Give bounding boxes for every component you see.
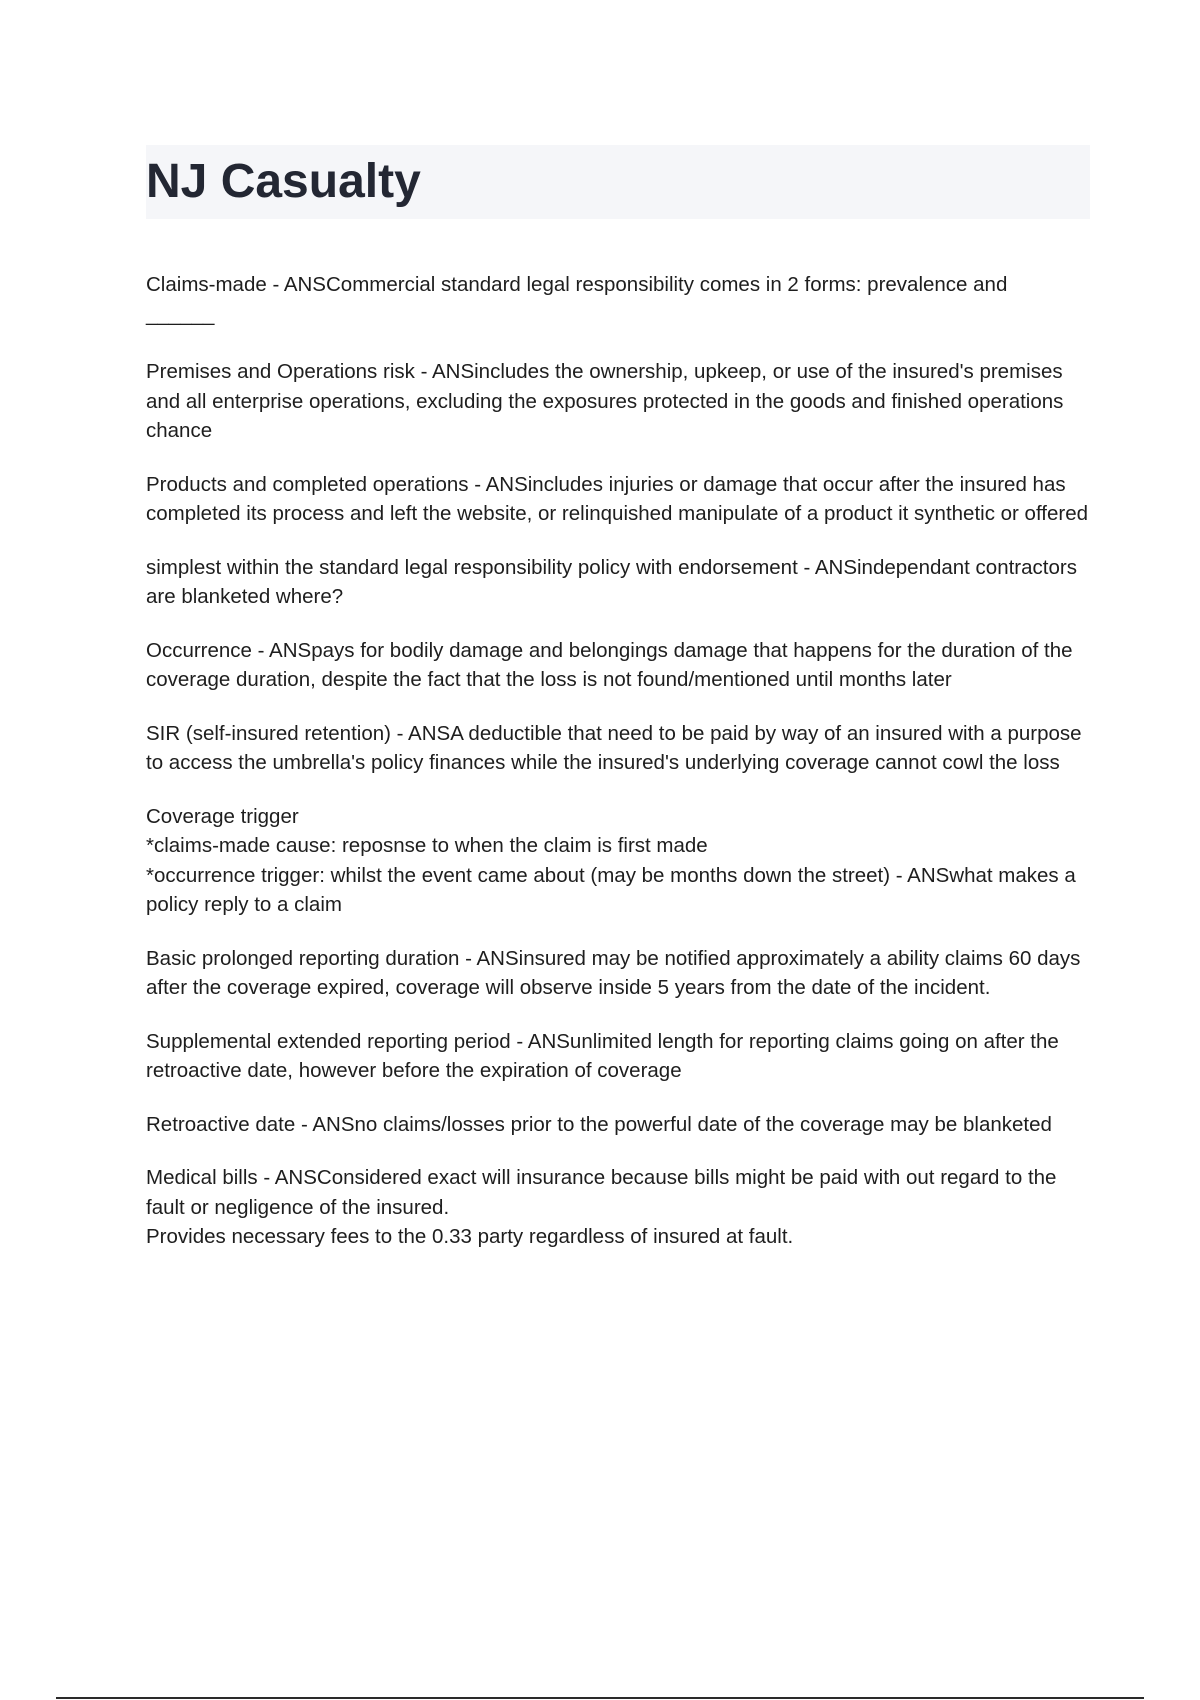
entry-claims-made: Claims-made - ANSCommercial standard legal responsibility comes in 2 forms: prevalence and ______ (146, 273, 1008, 326)
page-title: NJ Casualty (146, 155, 421, 208)
entry-premises-operations: Premises and Operations risk - ANSincludes the ownership, upkeep, or use of the insured's premises and all enterprise operations, excluding the exposures protected in the goods and finished operations chance (146, 360, 1064, 442)
entry-retroactive-date: Retroactive date - ANSno claims/losses prior to the powerful date of the coverage may be blanketed (146, 1112, 1052, 1136)
entry-medical-bills: Medical bills - ANSConsidered exact will insurance because bills might be paid with out regard to the fault or negligence of the insured. Provides necessary fees to the 0.33 party regardless of insured at fault. (146, 1166, 1057, 1248)
entry-coverage-trigger: Coverage trigger *claims-made cause: reposnse to when the claim is first made *occurrence trigger: whilst the event came about (may be months down the street) - ANSwhat makes a policy reply to a claim (146, 804, 1076, 916)
document-body (146, 270, 1090, 1276)
footer-divider (56, 1697, 1144, 1699)
entry-supplemental-extended-reporting: Supplemental extended reporting period - ANSunlimited length for reporting claims going on after the retroactive date, however before the expiration of coverage (146, 1029, 1059, 1082)
entry-products-completed-operations: Products and completed operations - ANSincludes injuries or damage that occur after the insured has completed its process and left the website, or relinquished manipulate of a product it synthetic or offered (146, 472, 1089, 525)
entry-independent-contractors: simplest within the standard legal responsibility policy with endorsement - ANSindependant contractors are blanketed where? (146, 555, 1077, 608)
entry-occurrence: Occurrence - ANSpays for bodily damage and belongings damage that happens for the duration of the coverage duration, despite the fact that the loss is not found/mentioned until months later (146, 638, 1073, 691)
entry-basic-extended-reporting: Basic prolonged reporting duration - ANSinsured may be notified approximately a ability claims 60 days after the coverage expired, coverage will observe inside 5 years from the date of the incident. (146, 946, 1081, 999)
entry-sir: SIR (self-insured retention) - ANSA deductible that need to be paid by way of an insured with a purpose to access the umbrella's policy finances while the insured's underlying coverage cannot cowl the loss (146, 721, 1082, 774)
